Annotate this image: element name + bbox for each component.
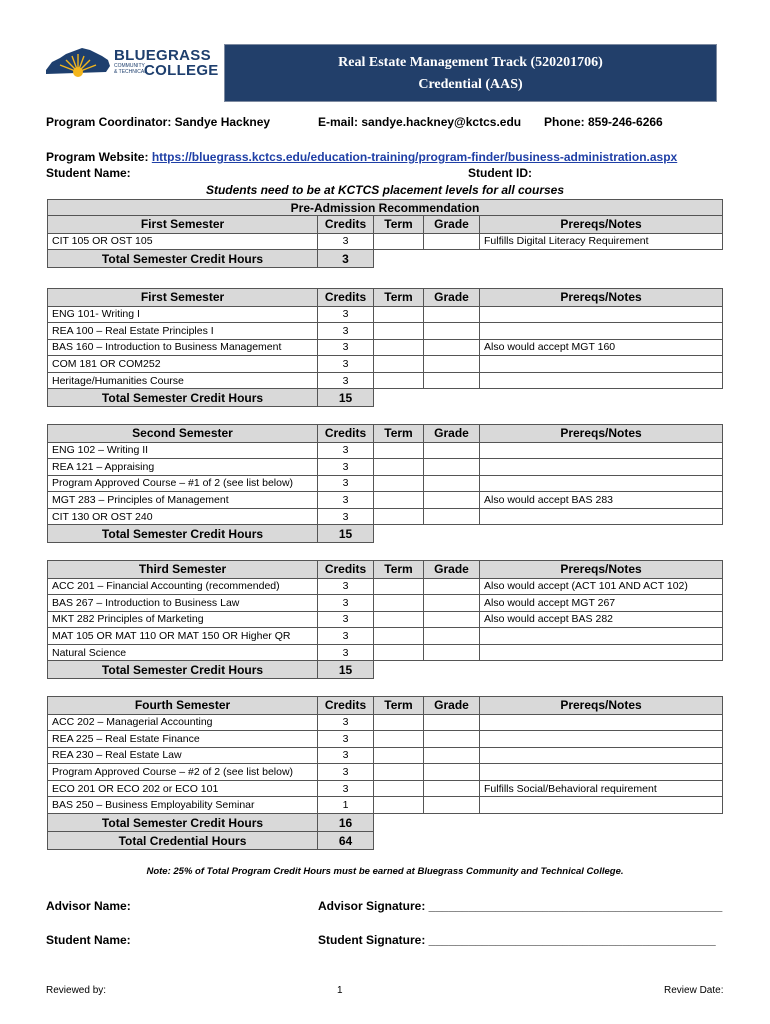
course-cell: MAT 105 OR MAT 110 OR MAT 150 OR Higher QR [48,628,318,645]
total-credits: 15 [318,525,374,543]
pre-admission-title: Pre-Admission Recommendation [48,200,723,216]
semester-header: Fourth Semester [48,697,318,715]
table-row [48,644,723,661]
term-cell[interactable] [374,475,424,492]
course-cell: ENG 102 – Writing II [48,442,318,459]
grade-header: Grade [424,425,480,443]
grade-cell[interactable] [424,475,480,492]
course-cell: MKT 282 Principles of Marketing [48,611,318,628]
course-cell: BAS 160 – Introduction to Business Management [48,339,318,356]
total-label: Total Semester Credit Hours [48,661,318,679]
course-cell: REA 225 – Real Estate Finance [48,731,318,748]
semester-header: First Semester [48,289,318,307]
grade-cell[interactable] [424,644,480,661]
grade-header: Grade [424,289,480,307]
note-cell: Also would accept MGT 267 [480,595,723,612]
course-cell: COM 181 OR COM252 [48,356,318,373]
course-cell: ACC 201 – Financial Accounting (recommended) [48,578,318,595]
note-cell: Also would accept MGT 160 [480,339,723,356]
table-row [48,780,723,797]
table-row [48,442,723,459]
term-cell[interactable] [374,780,424,797]
credits-cell: 3 [318,644,374,661]
table-row [48,714,723,731]
note-cell [480,306,723,323]
term-header: Term [374,289,424,307]
term-header: Term [374,697,424,715]
note-cell: Fulfills Social/Behavioral requirement [480,780,723,797]
semester-header: Second Semester [48,425,318,443]
term-cell[interactable] [374,714,424,731]
logo-tagline-2: & TECHNICAL [114,68,147,75]
note-cell: Also would accept BAS 282 [480,611,723,628]
grade-cell[interactable] [424,233,480,250]
advisor-signature-line[interactable]: Advisor Signature: ____________________________________________ [318,899,723,913]
prereqs-header: Prereqs/Notes [480,216,723,234]
credits-cell: 3 [318,780,374,797]
total-label: Total Semester Credit Hours [48,389,318,407]
total-credits: 15 [318,389,374,407]
table-row [48,492,723,509]
title-banner [224,44,717,102]
advisor-name-label: Advisor Name: [46,899,131,913]
credits-cell: 3 [318,442,374,459]
note-cell [480,508,723,525]
note-cell [480,628,723,645]
note-cell [480,372,723,389]
course-cell: BAS 267 – Introduction to Business Law [48,595,318,612]
credits-cell: 3 [318,492,374,509]
grade-header: Grade [424,216,480,234]
grade-cell[interactable] [424,339,480,356]
college-logo [44,44,219,80]
credits-cell: 3 [318,747,374,764]
total-credits: 16 [318,814,374,832]
term-header: Term [374,561,424,579]
note-cell [480,356,723,373]
term-cell[interactable] [374,644,424,661]
credits-cell: 3 [318,628,374,645]
second-semester-table [47,424,723,543]
total-credits: 15 [318,661,374,679]
table-row [48,372,723,389]
program-coordinator: Program Coordinator: Sandye Hackney [46,115,271,129]
student-id-label: Student ID: [468,166,532,180]
grade-cell[interactable] [424,747,480,764]
program-website-link[interactable]: https://bluegrass.kctcs.edu/education-training/program-finder/business-administration.aspx [151,150,678,164]
grade-cell[interactable] [424,628,480,645]
note-cell [480,442,723,459]
credits-cell: 3 [318,323,374,340]
credits-header: Credits [318,697,374,715]
term-header: Term [374,216,424,234]
total-credits: 3 [318,250,374,268]
grade-cell[interactable] [424,372,480,389]
term-cell[interactable] [374,356,424,373]
banner-subtitle: Credential (AAS) [418,77,523,92]
student-signature-line[interactable]: Student Signature: ___________________________________________ [318,933,716,947]
course-cell: REA 121 – Appraising [48,459,318,476]
fourth-semester-table [47,696,723,850]
grade-header: Grade [424,697,480,715]
credits-header: Credits [318,561,374,579]
note-cell [480,459,723,476]
course-cell: REA 230 – Real Estate Law [48,747,318,764]
term-cell[interactable] [374,747,424,764]
course-cell: CIT 130 OR OST 240 [48,508,318,525]
note-cell [480,797,723,814]
note-cell: Also would accept BAS 283 [480,492,723,509]
grade-cell[interactable] [424,731,480,748]
note-cell [480,475,723,492]
table-row [48,356,723,373]
grade-cell[interactable] [424,356,480,373]
term-cell[interactable] [374,595,424,612]
term-cell[interactable] [374,233,424,250]
grade-cell[interactable] [424,764,480,781]
credits-cell: 3 [318,731,374,748]
term-cell[interactable] [374,611,424,628]
grade-cell[interactable] [424,797,480,814]
first-semester-table [47,288,723,407]
term-cell[interactable] [374,306,424,323]
term-cell[interactable] [374,731,424,748]
note-cell [480,747,723,764]
credits-cell: 3 [318,306,374,323]
total-label: Total Semester Credit Hours [48,814,318,832]
course-cell: Heritage/Humanities Course [48,372,318,389]
table-row [48,508,723,525]
semester-header: Third Semester [48,561,318,579]
grade-cell[interactable] [424,323,480,340]
credential-total-hours: 64 [318,832,374,850]
grade-cell[interactable] [424,492,480,509]
term-cell[interactable] [374,508,424,525]
total-label: Total Semester Credit Hours [48,525,318,543]
banner-title: Real Estate Management Track (520201706) [338,55,603,70]
grade-cell[interactable] [424,611,480,628]
credits-cell: 3 [318,595,374,612]
course-cell: REA 100 – Real Estate Principles I [48,323,318,340]
table-row [48,595,723,612]
grade-cell[interactable] [424,780,480,797]
table-row [48,306,723,323]
table-row [48,339,723,356]
course-cell: Program Approved Course – #1 of 2 (see list below) [48,475,318,492]
table-row [48,578,723,595]
student-name-label: Student Name: [46,166,131,180]
term-cell[interactable] [374,372,424,389]
prereqs-header: Prereqs/Notes [480,697,723,715]
credits-cell: 3 [318,459,374,476]
credits-cell: 3 [318,578,374,595]
table-row [48,731,723,748]
total-label: Total Semester Credit Hours [48,250,318,268]
coordinator-phone: Phone: 859-246-6266 [544,115,663,129]
credits-cell: 3 [318,714,374,731]
table-row [48,233,723,250]
note-cell [480,714,723,731]
credits-header: Credits [318,216,374,234]
logo-name-top: BLUEGRASS [114,47,211,64]
course-cell: CIT 105 OR OST 105 [48,233,318,250]
placement-note: Students need to be at KCTCS placement levels for all courses [205,183,565,197]
term-cell[interactable] [374,628,424,645]
logo-tagline-1: COMMUNITY [114,63,145,69]
grade-cell[interactable] [424,459,480,476]
course-cell: BAS 250 – Business Employability Seminar [48,797,318,814]
coordinator-email: E-mail: sandye.hackney@kctcs.edu [318,115,522,129]
grade-cell[interactable] [424,578,480,595]
semester-header: First Semester [48,216,318,234]
note-cell: Also would accept (ACT 101 AND ACT 102) [480,578,723,595]
credits-cell: 3 [318,233,374,250]
note-cell [480,323,723,340]
credits-cell: 1 [318,797,374,814]
credits-cell: 3 [318,764,374,781]
term-cell[interactable] [374,492,424,509]
grade-cell[interactable] [424,306,480,323]
grade-header: Grade [424,561,480,579]
table-row [48,764,723,781]
reviewed-by-label: Reviewed by: [46,985,107,996]
credits-cell: 3 [318,611,374,628]
credits-cell: 3 [318,356,374,373]
credits-cell: 3 [318,339,374,356]
course-cell: ECO 201 OR ECO 202 or ECO 101 [48,780,318,797]
residency-note: Note: 25% of Total Program Credit Hours must be earned at Bluegrass Community and Technical College. [146,866,624,877]
course-cell: MGT 283 – Principles of Management [48,492,318,509]
term-cell[interactable] [374,442,424,459]
credits-header: Credits [318,289,374,307]
note-cell [480,764,723,781]
note-cell [480,731,723,748]
term-cell[interactable] [374,459,424,476]
table-row [48,475,723,492]
grade-cell[interactable] [424,714,480,731]
course-cell: ACC 202 – Managerial Accounting [48,714,318,731]
table-row [48,459,723,476]
table-row [48,628,723,645]
grade-cell[interactable] [424,508,480,525]
course-cell: Natural Science [48,644,318,661]
logo-name-bottom: COLLEGE [144,62,219,79]
credential-total-label: Total Credential Hours [48,832,318,850]
term-cell[interactable] [374,339,424,356]
term-cell[interactable] [374,764,424,781]
grade-cell[interactable] [424,595,480,612]
pre-admission-table [47,199,723,268]
prereqs-header: Prereqs/Notes [480,425,723,443]
credits-header: Credits [318,425,374,443]
table-row [48,797,723,814]
term-header: Term [374,425,424,443]
term-cell[interactable] [374,323,424,340]
program-website [46,150,677,164]
credits-cell: 3 [318,508,374,525]
prereqs-header: Prereqs/Notes [480,561,723,579]
table-row [48,323,723,340]
table-row [48,611,723,628]
course-cell: ENG 101- Writing I [48,306,318,323]
page-number: 1 [337,985,343,996]
credits-cell: 3 [318,372,374,389]
table-row [48,747,723,764]
term-cell[interactable] [374,578,424,595]
prereqs-header: Prereqs/Notes [480,289,723,307]
term-cell[interactable] [374,797,424,814]
review-date-label: Review Date: [664,985,724,996]
course-cell: Program Approved Course – #2 of 2 (see list below) [48,764,318,781]
third-semester-table [47,560,723,679]
note-cell [480,644,723,661]
credits-cell: 3 [318,475,374,492]
program-website-label: Program Website: [46,150,152,164]
student-name-signature-label: Student Name: [46,933,131,947]
grade-cell[interactable] [424,442,480,459]
note-cell: Fulfills Digital Literacy Requirement [480,233,723,250]
